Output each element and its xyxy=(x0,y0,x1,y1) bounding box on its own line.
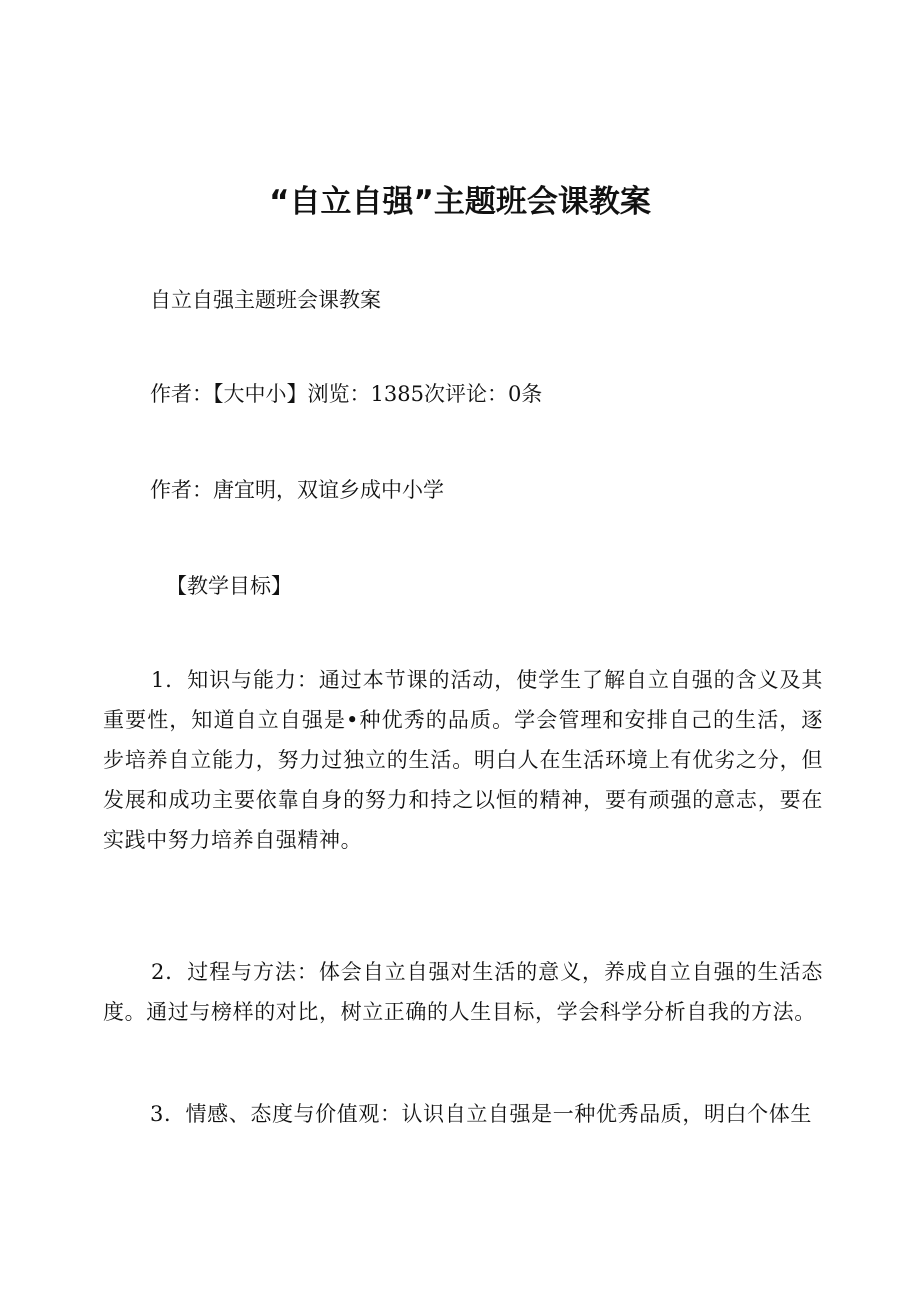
document-subtitle: 自立自强主题班会课教案 xyxy=(150,288,381,312)
section-heading: 【教学目标】 xyxy=(166,574,292,598)
paragraph-emotion-values: 3．情感、态度与价值观：认识自立自强是一种优秀品质，明白个体生 xyxy=(150,1102,812,1126)
document-title: “自立自强”主题班会课教案 xyxy=(269,184,651,220)
paragraph-process-method: 2．过程与方法：体会自立自强对生活的意义，养成自立自强的生活态度。通过与榜样的对比，树立正确的人生目标，学会科学分析自我的方法。 xyxy=(103,960,823,1024)
meta-line: 作者：【大中小】浏览：1385次评论：0条 xyxy=(150,382,543,406)
author-line: 作者：唐宜明，双谊乡成中小学 xyxy=(150,478,444,502)
paragraph-knowledge-ability: 1．知识与能力：通过本节课的活动，使学生了解自立自强的含义及其重要性，知道自立自强是•种优秀的品质。学会管理和安排自己的生活，逐步培养自立能力，努力过独立的生活。明白人在生活环境上有优劣之分，但发展和成功主要依靠自身的努力和持之以恒的精神，要有顽强的意志，要在实践中努力培养自强精神。 xyxy=(103,668,823,852)
